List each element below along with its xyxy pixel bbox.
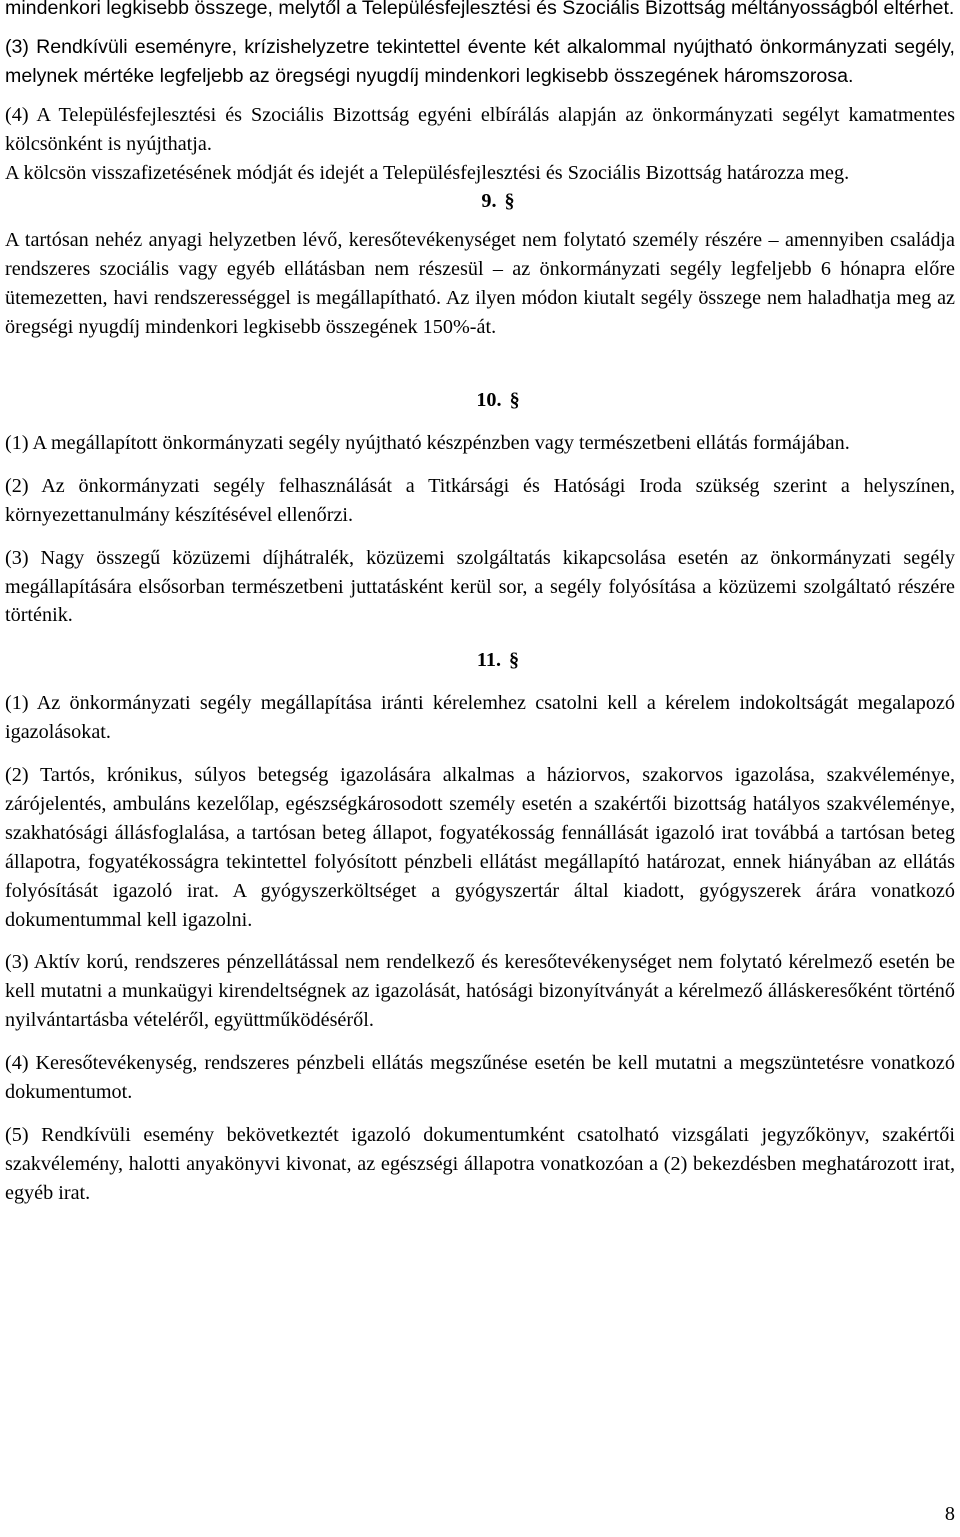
- section-number: 10.: [476, 388, 502, 411]
- paragraph-8-4-loan: A kölcsön visszafizetésének módját és idejét a Településfejlesztési és Szociális Bizottság határozza meg.: [5, 161, 850, 184]
- paragraph-11-2: (2) Tartós, krónikus, súlyos betegség igazolására alkalmas a háziorvos, szakorvos igazolása, szakvéleménye, zárójelentés, ambuláns kezelőlap, egészségkárosodott személy esetén a szakértői bizottság hatályos szakvéleménye, szakhatósági állásfoglalása, a tartósan beteg állapot, fogyatékosság fennállását igazoló irat továbbá a tartósan beteg állapotra, fogyatékosságra tekintettel folyósított pénzbeli ellátást megállapító határozat, ennek hiányában az ellátás folyósítását igazoló irat. A gyógyszerköltséget a gyógyszertár által kiadott, gyógyszerek árára vonatkozó dokumentummal kell igazolni.: [5, 764, 955, 931]
- paragraph-8-3: (3) Rendkívüli eseményre, krízishelyzetre tekintettel évente két alkalommal nyújtható önkormányzati segély, melynek mértéke legfeljebb az öregségi nyugdíj mindenkori legkisebb összegének háromszorosa.: [5, 35, 955, 87]
- section-heading-10: [5, 386, 955, 415]
- section-symbol: §: [509, 649, 520, 672]
- paragraph-10-2: (2) Az önkormányzati segély felhasználását a Titkársági és Hatósági Iroda szükség szerint a helyszínen, környezettanulmány készítésével ellenőrzi.: [5, 474, 955, 526]
- document-page: [5, 0, 955, 1208]
- paragraph-11-1: (1) Az önkormányzati segély megállapítása iránti kérelemhez csatolni kell a kérelem indokoltságát megalapozó igazolásokat.: [5, 692, 955, 744]
- section-heading-11: [5, 646, 955, 675]
- section-symbol: §: [504, 190, 515, 213]
- paragraph-continuation: mindenkori legkisebb összege, melytől a Településfejlesztési és Szociális Bizottság méltányosságból eltérhet.: [5, 0, 955, 19]
- paragraph-9: A tartósan nehéz anyagi helyzetben lévő, keresőtevékenységet nem folytató személy részére – amennyiben családja rendszeres szociális vagy egyéb ellátásban nem részesül – az önkormányzati segély legfeljebb 6 hónapra előre ütemezetten, havi rendszerességgel is megállapítható. Az ilyen módon kiutalt segély összege nem haladhatja meg az öregségi nyugdíj mindenkori legkisebb összegének 150%-át.: [5, 229, 955, 339]
- paragraph-11-3: (3) Aktív korú, rendszeres pénzellátással nem rendelkező és keresőtevékenységet nem folytató kérelmező esetén be kell mutatni a munkaügyi kirendeltségnek az igazolását, hatósági bizonyítványát a kérelmező álláskeresőként történő nyilvántartásba vételéről, együttműködéséről.: [5, 951, 955, 1032]
- paragraph-10-1: (1) A megállapított önkormányzati segély nyújtható készpénzben vagy természetbeni ellátás formájában.: [5, 431, 850, 454]
- paragraph-11-4: (4) Keresőtevékenység, rendszeres pénzbeli ellátás megszűnése esetén be kell mutatni a megszüntetésre vonatkozó dokumentumot.: [5, 1052, 955, 1104]
- section-heading-9: [5, 187, 955, 216]
- section-number: 9.: [481, 190, 497, 213]
- paragraph-11-5: (5) Rendkívüli esemény bekövetkeztét igazoló dokumentumként csatolható vizsgálati jegyzőkönyv, szakértői szakvélemény, halotti anyakönyvi kivonat, az egészségi állapotra vonatkozóan a (2) bekezdésben meghatározott irat, egyéb irat.: [5, 1124, 955, 1204]
- paragraph-8-4: (4) A Településfejlesztési és Szociális Bizottság egyéni elbírálás alapján az önkormányzati segélyt kamatmentes kölcsönként is nyújthatja.: [5, 103, 955, 155]
- paragraph-10-3: (3) Nagy összegű közüzemi díjhátralék, közüzemi szolgáltatás kikapcsolása esetén az önkormányzati segély megállapítására elsősorban természetbeni juttatásként kerül sor, a segély folyósítása a közüzemi szolgáltató részére történik.: [5, 546, 955, 627]
- section-number: 11.: [476, 649, 502, 672]
- section-symbol: §: [509, 388, 520, 411]
- page-number: 8: [944, 1503, 955, 1525]
